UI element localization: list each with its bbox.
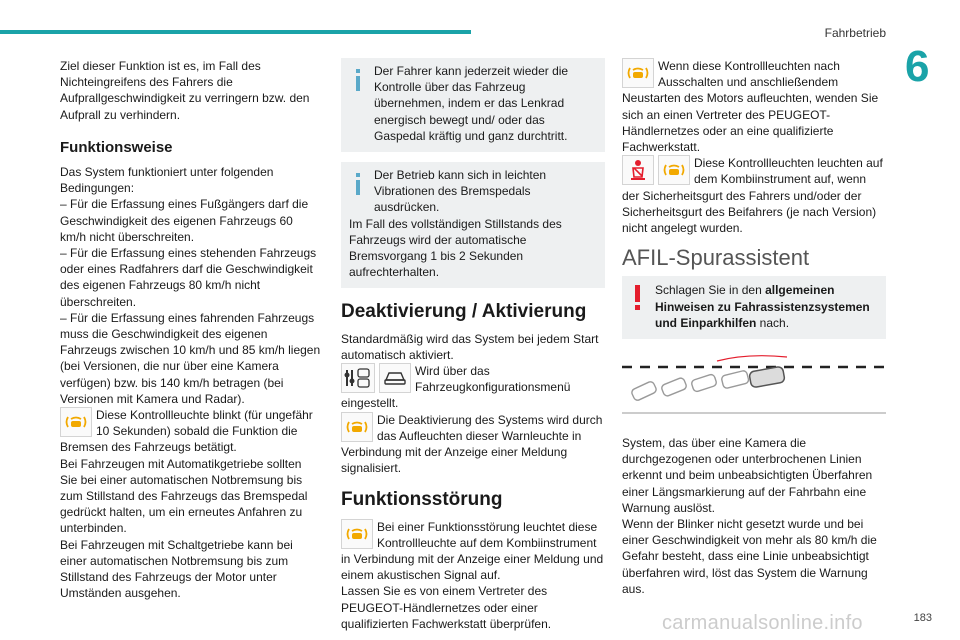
warning-text: Schlagen Sie in den allgemeinen Hinweisen zu Fahrassistenzsystemen und Einparkhilfen nach.: [655, 283, 870, 330]
info-vibrations-text: Der Betrieb kann sich in leichten Vibrationen des Bremspedals ausdrücken.: [374, 168, 547, 215]
restart-warning-lamp-icon: [622, 58, 654, 88]
info-icon: [350, 68, 366, 92]
car-ghost-2: [661, 377, 688, 397]
seatbelt-text: Diese Kontrollleuchten leuchten auf dem Kombiinstrument auf, wenn der Sicherheitsgurt des Fahrers und/oder der Sicherheitsgurt des Beifahrers (je nach Version) nicht angelegt wurden.: [622, 156, 883, 236]
header-accent-bar: [0, 30, 471, 34]
heading-afil: AFIL-Spurassistent: [622, 245, 810, 271]
lane-assist-illustration: [622, 355, 886, 417]
automatic-gearbox-text: Bei Fahrzeugen mit Automatikgetriebe sollten Sie bei einer automatischen Notbremsung bis zum Stillstand des Fahrzeugs das Bremspedal gedrückt halten, um ein erneutes Anfahren zu unterbinden.: [60, 456, 308, 536]
warning-exclamation-icon: [634, 285, 642, 311]
condition-pedestrian: – Für die Erfassung eines Fußgängers darf die Geschwindigkeit des eigenen Fahrzeugs 60 km/h nicht überschreiten.: [60, 197, 309, 244]
info-box-driver-override: [341, 58, 605, 152]
info-box-vibrations: [341, 162, 605, 288]
afil-description: System, das über eine Kamera die durchgezogenen oder unterbrochenen Linien erkennt und beim unbeabsichtigten Überfahren einer Längsmarkierung auf der Fahrbahn eine Warnung auslöst.: [622, 436, 873, 515]
vehicle-settings-icon: [341, 363, 375, 393]
fault-warning-lamp-icon: [341, 519, 373, 549]
column-1: [60, 58, 322, 602]
fault-action-text: Lassen Sie es von einem Vertreter des PEUGEOT-Händlernetzes oder einer qualifizierten Fachwerkstatt überprüfen.: [341, 584, 552, 631]
section-title: Fahrbetrieb: [824, 26, 886, 40]
afil-trigger-text: Wenn der Blinker nicht gesetzt wurde und bei einer Geschwindigkeit von mehr als 80 km/h die Gefahr besteht, dass eine Linie unbeabsichtigt überfahren wird, löst das System die Warnung aus.: [622, 517, 877, 596]
vibration-waves: [717, 356, 787, 361]
passenger-belt-lamp-icon: [658, 155, 690, 185]
fault-text: Bei einer Funktionsstörung leuchtet diese Kontrollleuchte auf dem Kombiinstrument in Verbindung mit der Anzeige einer Meldung und einem akustischen Signal auf.: [341, 519, 604, 583]
config-menu-text: Wird über das Fahrzeugkonfigurationsmenü eingestellt.: [341, 364, 571, 411]
info-driver-override-text: Der Fahrer kann jederzeit wieder die Kontrolle über das Fahrzeug übernehmen, indem er das Lenkrad energisch bewegt und/ oder das Gaspedal kräftig und ganz durchtritt.: [374, 64, 569, 143]
column-3: [622, 58, 886, 597]
heading-deaktivierung: Deaktivierung / Aktivierung: [341, 301, 587, 323]
warning-box: [622, 276, 886, 339]
car-ghost-3: [691, 374, 718, 393]
watermark: carmanualsonline.info: [662, 612, 863, 634]
info-standstill-text: Im Fall des vollständigen Stillstands des Fahrzeugs wird der automatische Bremsvorgang 1 bis 2 Sekunden aufrechterhalten.: [349, 216, 562, 280]
car-front-icon: [379, 363, 411, 393]
chapter-number: 6: [905, 42, 930, 91]
deactivation-warning-lamp-icon: [341, 412, 373, 442]
heading-funktionsweise: Funktionsweise: [60, 138, 173, 156]
collision-warning-lamp-icon: [60, 407, 92, 437]
condition-moving: – Für die Erfassung eines fahrenden Fahrzeugs muss die Geschwindigkeit des eigenen Fahrzeugs zwischen 10 km/h und 85 km/h liegen (bei Versionen, die nur über eine Kamera verfügen) bzw. bis 140 km/h betragen (bei Versionen mit Kamera und Radar).: [60, 310, 321, 406]
info-icon: [350, 172, 366, 196]
seatbelt-warning-icon: [622, 155, 654, 185]
lamp-blink-text: Diese Kontrollleuchte blinkt (für ungefähr 10 Sekunden) sobald die Funktion die Bremsen des Fahrzeugs betätigt.: [60, 408, 313, 455]
column-2: [341, 58, 605, 632]
car-icon: [749, 366, 785, 388]
conditions-intro: Das System funktioniert unter folgenden Bedingungen:: [60, 165, 274, 196]
restart-text: Wenn diese Kontrollleuchten nach Ausschalten und anschließendem Neustarten des Motors aufleuchten, wenden Sie sich an einen Vertreter des PEUGEOT-Händlernetzes oder an eine qualifizierte Fachwerkstatt.: [622, 59, 879, 155]
page-number: 183: [913, 612, 932, 624]
deactivation-signal-text: Die Deaktivierung des Systems wird durch das Aufleuchten dieser Warnleuchte in Verbindung mit der Anzeige einer Meldung signalisiert.: [341, 412, 603, 476]
car-ghost-4: [721, 370, 749, 389]
car-ghost-1: [631, 381, 658, 402]
default-activation-text: Standardmäßig wird das System bei jedem Start automatisch aktiviert.: [341, 331, 599, 362]
condition-stationary: – Für die Erfassung eines stehenden Fahrzeugs oder eines Radfahrers darf die Geschwindigkeit des eigenen Fahrzeugs 80 km/h nicht überschreiten.: [60, 246, 317, 309]
heading-funktionsstoerung: Funktionsstörung: [341, 489, 503, 511]
intro-paragraph: Ziel dieser Funktion ist es, im Fall des Nichteingreifens des Fahrers die Aufprallgeschwindigkeit zu verringern bzw. den Aufprall zu verhindern.: [60, 59, 310, 122]
manual-gearbox-text: Bei Fahrzeugen mit Schaltgetriebe kann bei einer automatischen Notbremsung bis zum Stillstand des Fahrzeugs der Motor unter Umständen ausgehen.: [60, 537, 293, 601]
